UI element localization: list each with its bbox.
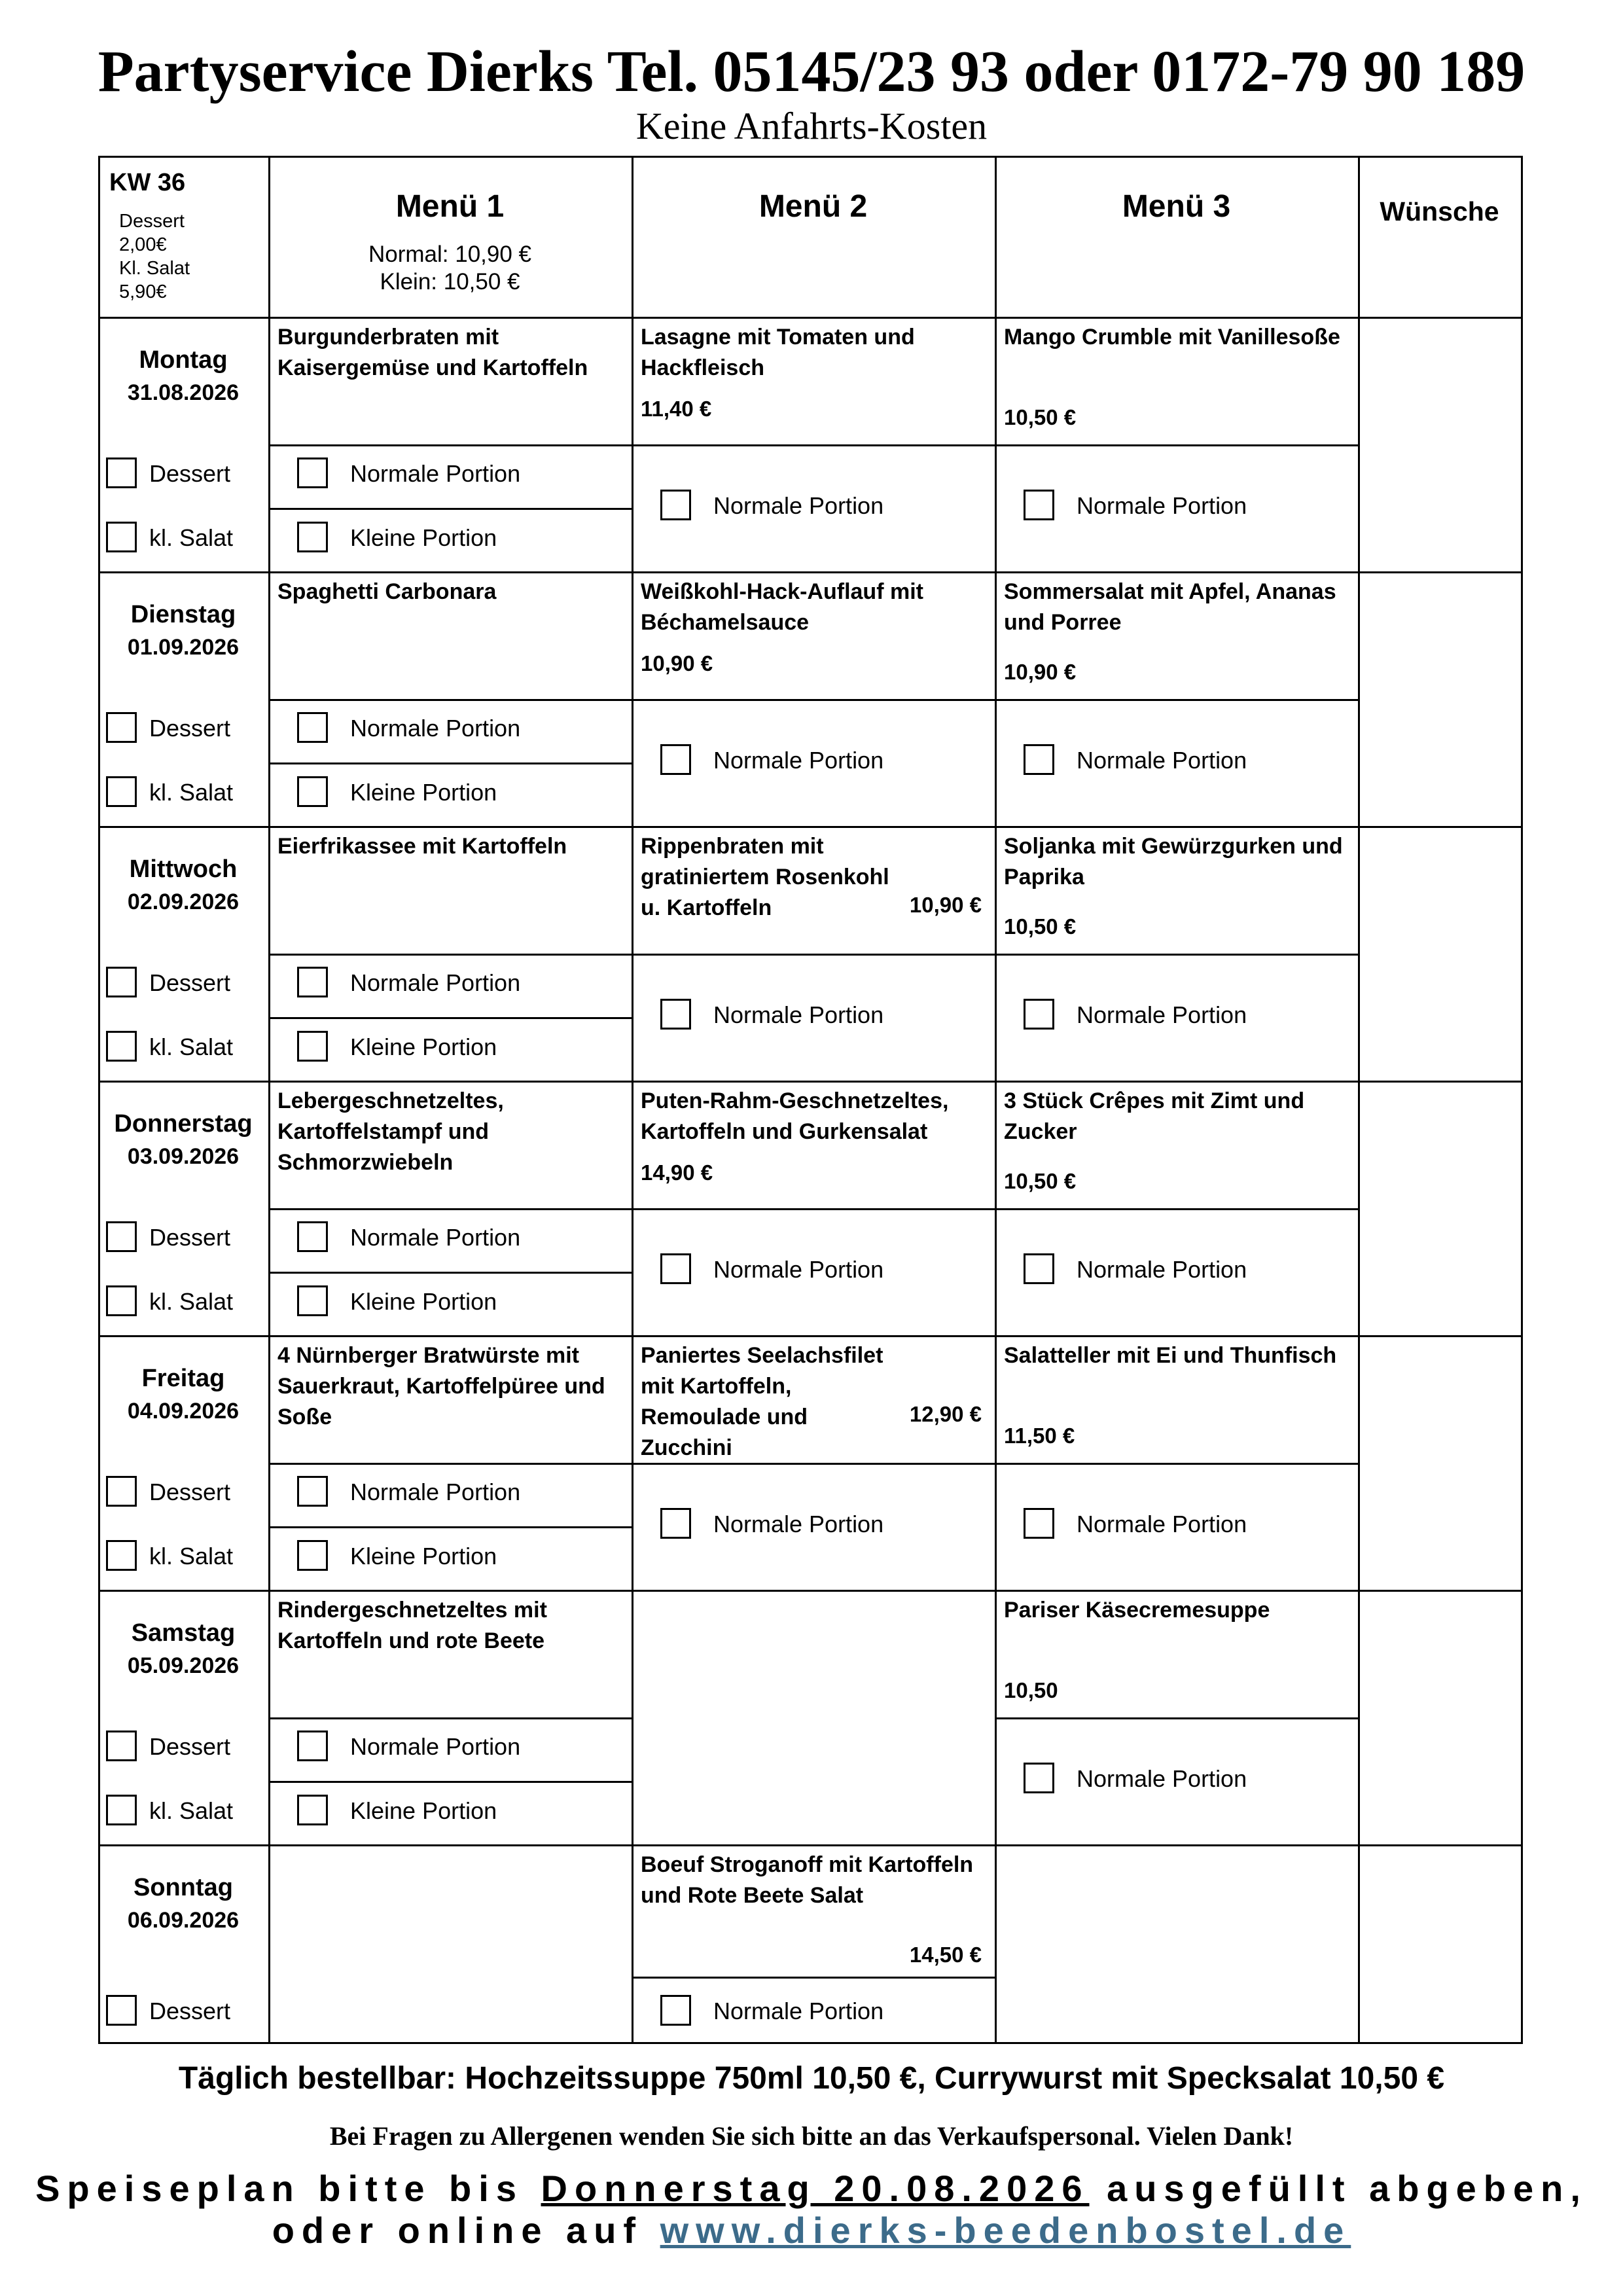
menu1-dish: Burgunderbraten mit Kaisergemüse und Kartoffeln <box>277 325 588 380</box>
menu2-dish-divider <box>632 1463 995 1465</box>
day-date: 02.09.2026 <box>127 889 240 914</box>
day-date: 31.08.2026 <box>127 380 240 405</box>
menu2-dish: Boeuf Stroganoff mit Kartoffeln und Rote Beete Salat <box>641 1852 974 1908</box>
menu1-dish-divider <box>268 1463 632 1465</box>
dessert-checkbox[interactable] <box>106 967 137 997</box>
row-divider-4 <box>98 1335 1523 1337</box>
salad-label: kl. Salat <box>149 1543 234 1570</box>
salad-checkbox[interactable] <box>106 1795 137 1825</box>
menu3-dish: Mango Crumble mit Vanillesoße <box>1004 325 1340 350</box>
dessert-checkbox[interactable] <box>106 1476 137 1507</box>
dessert-checkbox[interactable] <box>106 457 137 488</box>
menu2-normal-checkbox[interactable] <box>660 1253 691 1284</box>
menu2-dish-divider <box>632 954 995 956</box>
menu3-normal-label: Normale Portion <box>1077 1001 1247 1028</box>
menu2-dish: Lasagne mit Tomaten und Hackfleisch <box>641 325 915 380</box>
day-name: Samstag <box>131 1619 236 1647</box>
day-name: Donnerstag <box>114 1110 253 1138</box>
dessert-label: Dessert <box>149 969 231 996</box>
menu3-normal-checkbox[interactable] <box>1024 1253 1054 1284</box>
column-divider-4 <box>1358 156 1360 2044</box>
menu1-dish: Spaghetti Carbonara <box>277 579 497 604</box>
menu2-price: 10,90 € <box>909 893 982 917</box>
menu1-portion-divider <box>268 1781 632 1783</box>
menu3-dish-divider <box>995 1463 1358 1465</box>
salad-label: kl. Salat <box>149 1797 234 1824</box>
menu1-normal-label: Normale Portion <box>350 460 521 487</box>
menu2-price: 11,40 € <box>641 397 712 421</box>
menu1-small-checkbox[interactable] <box>297 1031 328 1062</box>
menu2-normal-checkbox[interactable] <box>660 490 691 520</box>
menu1-portion-divider <box>268 508 632 510</box>
dessert-label: Dessert <box>149 715 231 742</box>
menu2-normal-label: Normale Portion <box>713 1998 884 2024</box>
day-date: 05.09.2026 <box>127 1653 240 1678</box>
salad-checkbox[interactable] <box>106 1285 137 1316</box>
week-label: KW 36 <box>109 169 186 196</box>
menu2-dish-divider <box>632 1977 995 1979</box>
row-divider-5 <box>98 1590 1523 1592</box>
extras-dessert-price: 2,00€ <box>119 234 167 255</box>
header-divider <box>98 317 1523 319</box>
menu1-normal-label: Normale Portion <box>350 969 521 996</box>
column-divider-1 <box>268 156 270 2044</box>
menu1-dish-divider <box>268 954 632 956</box>
row-divider-2 <box>98 826 1523 828</box>
menu1-small-label: Kleine Portion <box>350 1288 497 1315</box>
menu3-normal-label: Normale Portion <box>1077 1765 1247 1792</box>
menu1-portion-divider <box>268 1526 632 1528</box>
menu3-normal-checkbox[interactable] <box>1024 1763 1054 1793</box>
menu1-dish-divider <box>268 699 632 701</box>
menu1-normal-checkbox[interactable] <box>297 1731 328 1761</box>
salad-label: kl. Salat <box>149 524 234 551</box>
menu1-small-checkbox[interactable] <box>297 1540 328 1571</box>
row-divider-3 <box>98 1081 1523 1083</box>
menu1-small-label: Kleine Portion <box>350 524 497 551</box>
day-date: 06.09.2026 <box>127 1908 240 1933</box>
menu2-dish-divider <box>632 699 995 701</box>
menu1-portion-divider <box>268 762 632 764</box>
day-date: 03.09.2026 <box>127 1144 240 1169</box>
column-divider-3 <box>995 156 997 2044</box>
menu1-small-label: Kleine Portion <box>350 779 497 806</box>
menu1-dish: Lebergeschnetzeltes, Kartoffelstampf und Schmorzwiebeln <box>277 1088 504 1175</box>
extras-dessert-label: Dessert <box>119 211 185 232</box>
salad-checkbox[interactable] <box>106 776 137 807</box>
menu2-normal-label: Normale Portion <box>713 1511 884 1537</box>
website-link[interactable]: www.dierks-beedenbostel.de <box>660 2210 1351 2251</box>
dessert-label: Dessert <box>149 1224 231 1251</box>
menu2-dish: Paniertes Seelachsfilet mit Kartoffeln, Remoulade und Zucchini <box>641 1343 883 1460</box>
menu1-small-label: Kleine Portion <box>350 1797 497 1824</box>
menu3-price: 10,90 € <box>1004 660 1077 684</box>
column-divider-5 <box>1521 156 1523 2044</box>
menu3-price: 10,50 € <box>1004 1169 1077 1193</box>
dessert-label: Dessert <box>149 1733 231 1760</box>
menu1-dish-divider <box>268 1208 632 1210</box>
menu1-normal-checkbox[interactable] <box>297 457 328 488</box>
deadline-date: Donnerstag 20.08.2026 <box>541 2168 1090 2209</box>
salad-checkbox[interactable] <box>106 522 137 552</box>
menu1-normal-checkbox[interactable] <box>297 967 328 997</box>
menu1-small-checkbox[interactable] <box>297 1285 328 1316</box>
menu2-normal-checkbox[interactable] <box>660 744 691 775</box>
extras-salad-label: Kl. Salat <box>119 258 190 279</box>
menu2-dish: Puten-Rahm-Geschnetzeltes, Kartoffeln und Gurkensalat <box>641 1088 949 1144</box>
daily-offer: Täglich bestellbar: Hochzeitssuppe 750ml 10,50 €, Currywurst mit Specksalat 10,50 € <box>178 2061 1445 2096</box>
menu3-normal-checkbox[interactable] <box>1024 1508 1054 1539</box>
menu2-price: 14,90 € <box>641 1160 713 1185</box>
menu3-price: 11,50 € <box>1004 1424 1075 1448</box>
menu1-portion-divider <box>268 1017 632 1019</box>
menu2-normal-checkbox[interactable] <box>660 1508 691 1539</box>
menu1-dish: 4 Nürnberger Bratwürste mit Sauerkraut, Kartoffelpüree und Soße <box>277 1343 605 1429</box>
menu1-dish: Eierfrikassee mit Kartoffeln <box>277 834 567 859</box>
menu1-normal-checkbox[interactable] <box>297 1476 328 1507</box>
day-name: Dienstag <box>130 601 236 628</box>
menu1-small-label: Kleine Portion <box>350 1033 497 1060</box>
menu1-dish-divider <box>268 1717 632 1719</box>
menu2-heading: Menü 2 <box>758 189 868 224</box>
salad-label: kl. Salat <box>149 1033 234 1060</box>
deadline-prefix: Speiseplan bitte bis <box>35 2168 541 2209</box>
menu2-normal-label: Normale Portion <box>713 1001 884 1028</box>
page-subtitle: Keine Anfahrts-Kosten <box>635 105 988 147</box>
menu1-portion-divider <box>268 1272 632 1274</box>
menu1-normal-label: Normale Portion <box>350 715 521 742</box>
day-date: 01.09.2026 <box>127 635 240 660</box>
extras-salad-price: 5,90€ <box>119 281 167 302</box>
menu2-price: 10,90 € <box>641 651 713 675</box>
menu1-small-checkbox[interactable] <box>297 522 328 552</box>
online-prefix: oder online auf <box>272 2210 660 2251</box>
menu1-normal-checkbox[interactable] <box>297 712 328 743</box>
menu3-dish: Sommersalat mit Apfel, Ananas und Porree <box>1004 579 1336 635</box>
menu1-heading: Menü 1 <box>395 189 505 224</box>
order-deadline <box>0 2168 1623 2251</box>
table-bottom-border <box>98 2042 1523 2044</box>
menu3-price: 10,50 € <box>1004 405 1077 429</box>
menu3-dish: 3 Stück Crêpes mit Zimt und Zucker <box>1004 1088 1305 1144</box>
dessert-checkbox[interactable] <box>106 1731 137 1761</box>
menu2-normal-label: Normale Portion <box>713 747 884 774</box>
column-divider-0 <box>98 156 100 2044</box>
day-name: Montag <box>139 346 228 374</box>
menu1-normal-label: Normale Portion <box>350 1733 521 1760</box>
menu1-dish: Rindergeschnetzeltes mit Kartoffeln und rote Beete <box>277 1598 547 1653</box>
menu3-dish: Salatteller mit Ei und Thunfisch <box>1004 1343 1337 1368</box>
menu3-normal-checkbox[interactable] <box>1024 490 1054 520</box>
menu1-normal-checkbox[interactable] <box>297 1221 328 1252</box>
menu2-normal-checkbox[interactable] <box>660 1995 691 2026</box>
menu2-price: 12,90 € <box>909 1402 982 1426</box>
menu3-normal-label: Normale Portion <box>1077 492 1247 519</box>
menu3-normal-label: Normale Portion <box>1077 1511 1247 1537</box>
menu3-normal-checkbox[interactable] <box>1024 999 1054 1030</box>
menu2-dish-divider <box>632 1208 995 1210</box>
menu2-price: 14,50 € <box>909 1943 982 1967</box>
menu3-normal-checkbox[interactable] <box>1024 744 1054 775</box>
menu2-normal-label: Normale Portion <box>713 1256 884 1283</box>
menu2-normal-label: Normale Portion <box>713 492 884 519</box>
menu1-dish-divider <box>268 444 632 446</box>
menu3-dish-divider <box>995 1208 1358 1210</box>
menu3-dish-divider <box>995 699 1358 701</box>
menu1-normal-price: Normal: 10,90 € <box>368 242 532 267</box>
row-divider-6 <box>98 1844 1523 1846</box>
menu1-small-label: Kleine Portion <box>350 1543 497 1570</box>
day-date: 04.09.2026 <box>127 1399 240 1424</box>
salad-label: kl. Salat <box>149 1288 234 1315</box>
menu2-dish-divider <box>632 444 995 446</box>
menu3-normal-label: Normale Portion <box>1077 1256 1247 1283</box>
menu2-dish: Rippenbraten mit gratiniertem Rosenkohl u. Kartoffeln <box>641 834 889 920</box>
menu3-dish: Soljanka mit Gewürzgurken und Paprika <box>1004 834 1343 889</box>
day-name: Freitag <box>141 1365 225 1392</box>
menu1-normal-label: Normale Portion <box>350 1479 521 1505</box>
menu2-normal-checkbox[interactable] <box>660 999 691 1030</box>
page-title: Partyservice Dierks Tel. 05145/23 93 oder 0172-79 90 189 <box>98 39 1525 104</box>
dessert-checkbox[interactable] <box>106 712 137 743</box>
menu3-dish-divider <box>995 954 1358 956</box>
menu2-dish: Weißkohl-Hack-Auflauf mit Béchamelsauce <box>641 579 923 635</box>
menu1-small-checkbox[interactable] <box>297 1795 328 1825</box>
menu3-dish-divider <box>995 444 1358 446</box>
deadline-suffix: ausgefüllt abgeben, <box>1089 2168 1588 2209</box>
menu3-normal-label: Normale Portion <box>1077 747 1247 774</box>
dessert-label: Dessert <box>149 460 231 487</box>
menu1-small-price: Klein: 10,50 € <box>380 269 520 295</box>
menu3-dish: Pariser Käsecremesuppe <box>1004 1598 1270 1623</box>
salad-checkbox[interactable] <box>106 1540 137 1571</box>
salad-checkbox[interactable] <box>106 1031 137 1062</box>
row-divider-1 <box>98 571 1523 573</box>
dessert-checkbox[interactable] <box>106 1995 137 2026</box>
menu3-heading: Menü 3 <box>1122 189 1231 224</box>
dessert-checkbox[interactable] <box>106 1221 137 1252</box>
menu1-normal-label: Normale Portion <box>350 1224 521 1251</box>
column-divider-2 <box>632 156 633 2044</box>
menu-table <box>98 156 1521 2042</box>
table-top-border <box>98 156 1523 158</box>
menu1-small-checkbox[interactable] <box>297 776 328 807</box>
allergen-note: Bei Fragen zu Allergenen wenden Sie sich bitte an das Verkaufspersonal. Vielen Dank! <box>329 2121 1294 2151</box>
day-name: Mittwoch <box>129 855 238 883</box>
dessert-label: Dessert <box>149 1479 231 1505</box>
day-name: Sonntag <box>134 1874 233 1901</box>
menu3-dish-divider <box>995 1717 1358 1719</box>
dessert-label: Dessert <box>149 1998 231 2024</box>
menu3-price: 10,50 <box>1004 1678 1058 1702</box>
wishes-heading: Wünsche <box>1380 196 1499 226</box>
salad-label: kl. Salat <box>149 779 234 806</box>
menu3-price: 10,50 € <box>1004 914 1077 939</box>
